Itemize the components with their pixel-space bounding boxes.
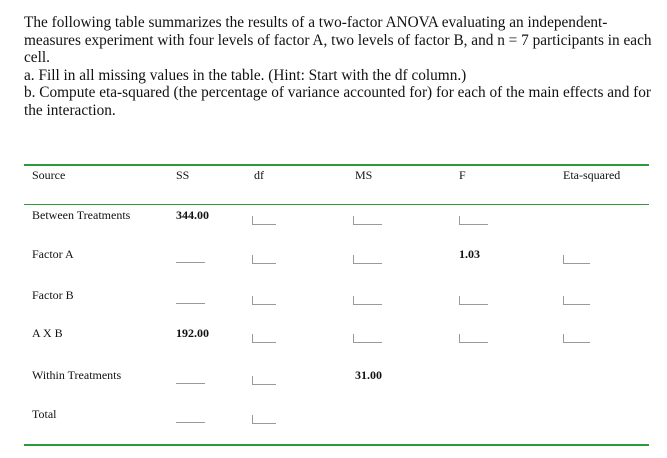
row-source-label: Between Treatments [32, 208, 131, 222]
df-blank-tick [252, 334, 253, 342]
f-blank[interactable] [459, 304, 488, 305]
problem-part-a: a. Fill in all missing values in the table. (Hint: Start with the df column.) [24, 66, 467, 84]
f-blank-tick [459, 334, 460, 342]
ms-blank[interactable] [353, 342, 382, 343]
f-blank[interactable] [459, 224, 488, 225]
df-blank-tick [252, 415, 253, 423]
table-top-rule [24, 164, 649, 166]
ss-value: 192.00 [176, 326, 209, 340]
row-source-label: Factor B [32, 288, 74, 302]
ms-blank-tick [353, 296, 354, 304]
f-blank-tick [459, 216, 460, 224]
f-blank-tick [459, 296, 460, 304]
df-blank[interactable] [252, 224, 276, 225]
df-blank-tick [252, 296, 253, 304]
problem-intro: The following table summarizes the results of a two-factor ANOVA evaluating an independent-measures experiment with four levels of factor A, two levels of factor B, and n = 7 participants in each cell. [24, 14, 652, 67]
df-blank-tick [252, 255, 253, 263]
ms-blank-tick [353, 255, 354, 263]
table-header-rule [24, 204, 649, 205]
ms-blank[interactable] [353, 224, 382, 225]
problem-part-b: b. Compute eta-squared (the percentage of variance accounted for) for each of the main effects and for the interaction. [24, 84, 652, 119]
ms-blank[interactable] [353, 263, 382, 264]
eta-blank-tick [563, 334, 564, 342]
table-bottom-rule [24, 444, 649, 446]
ss-blank[interactable] [176, 383, 205, 384]
df-blank[interactable] [252, 263, 276, 264]
ms-blank-tick [353, 216, 354, 224]
row-source-label: Total [32, 407, 57, 421]
eta-blank[interactable] [563, 304, 590, 305]
f-blank[interactable] [459, 342, 488, 343]
eta-blank-tick [563, 296, 564, 304]
ss-blank[interactable] [176, 422, 205, 423]
ss-value: 344.00 [176, 208, 209, 222]
ss-blank[interactable] [176, 262, 205, 263]
ss-blank[interactable] [176, 303, 205, 304]
df-blank-tick [252, 216, 253, 224]
df-blank[interactable] [252, 384, 276, 385]
ms-blank[interactable] [353, 304, 382, 305]
ms-value: 31.00 [355, 368, 382, 382]
df-blank-tick [252, 376, 253, 384]
header-ms: MS [355, 168, 373, 182]
ms-blank-tick [353, 334, 354, 342]
header-eta-squared: Eta-squared [563, 168, 621, 182]
df-blank[interactable] [252, 423, 276, 424]
eta-blank[interactable] [563, 263, 590, 264]
eta-blank[interactable] [563, 342, 590, 343]
header-ss: SS [176, 168, 190, 182]
df-blank[interactable] [252, 342, 276, 343]
header-f: F [459, 168, 466, 182]
eta-blank-tick [563, 255, 564, 263]
problem-statement [24, 14, 654, 120]
header-df: df [254, 168, 264, 182]
row-source-label: A X B [32, 326, 63, 340]
row-source-label: Within Treatments [32, 368, 122, 382]
row-source-label: Factor A [32, 247, 74, 261]
header-source: Source [32, 168, 66, 182]
f-value: 1.03 [459, 247, 480, 261]
df-blank[interactable] [252, 304, 276, 305]
